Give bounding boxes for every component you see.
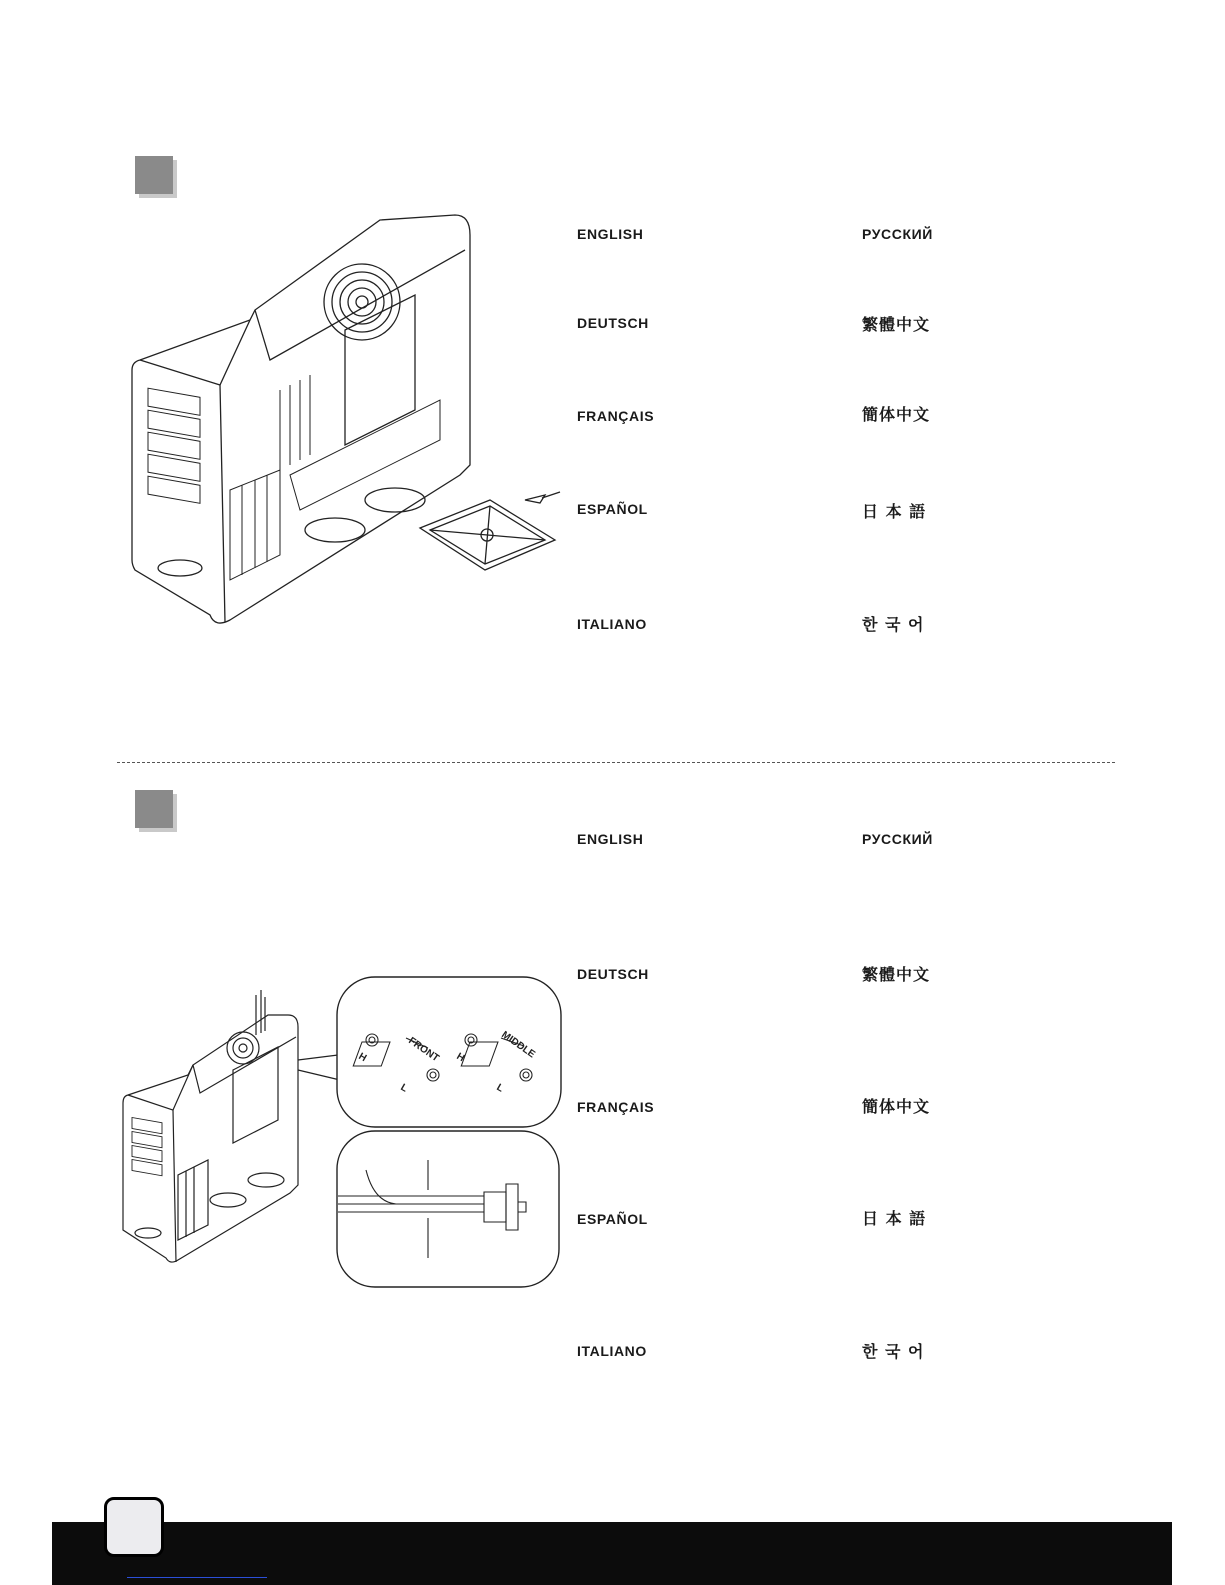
lang-russian: РУССКИЙ bbox=[862, 226, 933, 242]
label-low-front: L bbox=[398, 1082, 410, 1095]
lang-deutsch: DEUTSCH bbox=[577, 966, 649, 982]
switch-detail-callout bbox=[336, 976, 564, 1131]
lang-italiano: ITALIANO bbox=[577, 1343, 647, 1359]
step-2-marker bbox=[135, 790, 173, 828]
lang-english: ENGLISH bbox=[577, 831, 644, 847]
label-middle: MIDDLE bbox=[499, 1029, 537, 1061]
lang-simplified-chinese: 簡体中文 bbox=[862, 405, 931, 424]
label-front: FRONT bbox=[406, 1035, 441, 1065]
lang-korean: 한 국 어 bbox=[862, 615, 925, 634]
footer-bar bbox=[52, 1522, 1172, 1585]
section-divider bbox=[117, 762, 1115, 763]
lang-russian: РУССКИЙ bbox=[862, 831, 933, 847]
lang-korean: 한 국 어 bbox=[862, 1342, 925, 1361]
lang-english: ENGLISH bbox=[577, 226, 644, 242]
lang-traditional-chinese: 繁體中文 bbox=[862, 965, 931, 984]
lang-deutsch: DEUTSCH bbox=[577, 315, 649, 331]
step-1-marker bbox=[135, 156, 173, 194]
lang-espanol: ESPAÑOL bbox=[577, 1211, 648, 1227]
lang-traditional-chinese: 繁體中文 bbox=[862, 315, 931, 334]
case-filter-illustration bbox=[130, 210, 580, 635]
lang-japanese: 日 本 語 bbox=[862, 1209, 927, 1228]
lang-francais: FRANÇAIS bbox=[577, 408, 655, 424]
lang-espanol: ESPAÑOL bbox=[577, 501, 648, 517]
cable-detail-callout bbox=[336, 1130, 564, 1290]
lang-francais: FRANÇAIS bbox=[577, 1099, 655, 1115]
lang-japanese: 日 本 語 bbox=[862, 502, 927, 521]
label-high-middle: H bbox=[454, 1051, 467, 1065]
footer-link[interactable] bbox=[127, 1577, 267, 1578]
lang-simplified-chinese: 簡体中文 bbox=[862, 1097, 931, 1116]
lang-italiano: ITALIANO bbox=[577, 616, 647, 632]
label-low-middle: L bbox=[494, 1082, 506, 1095]
page-number-badge bbox=[104, 1497, 164, 1557]
label-high-front: H bbox=[356, 1051, 369, 1065]
